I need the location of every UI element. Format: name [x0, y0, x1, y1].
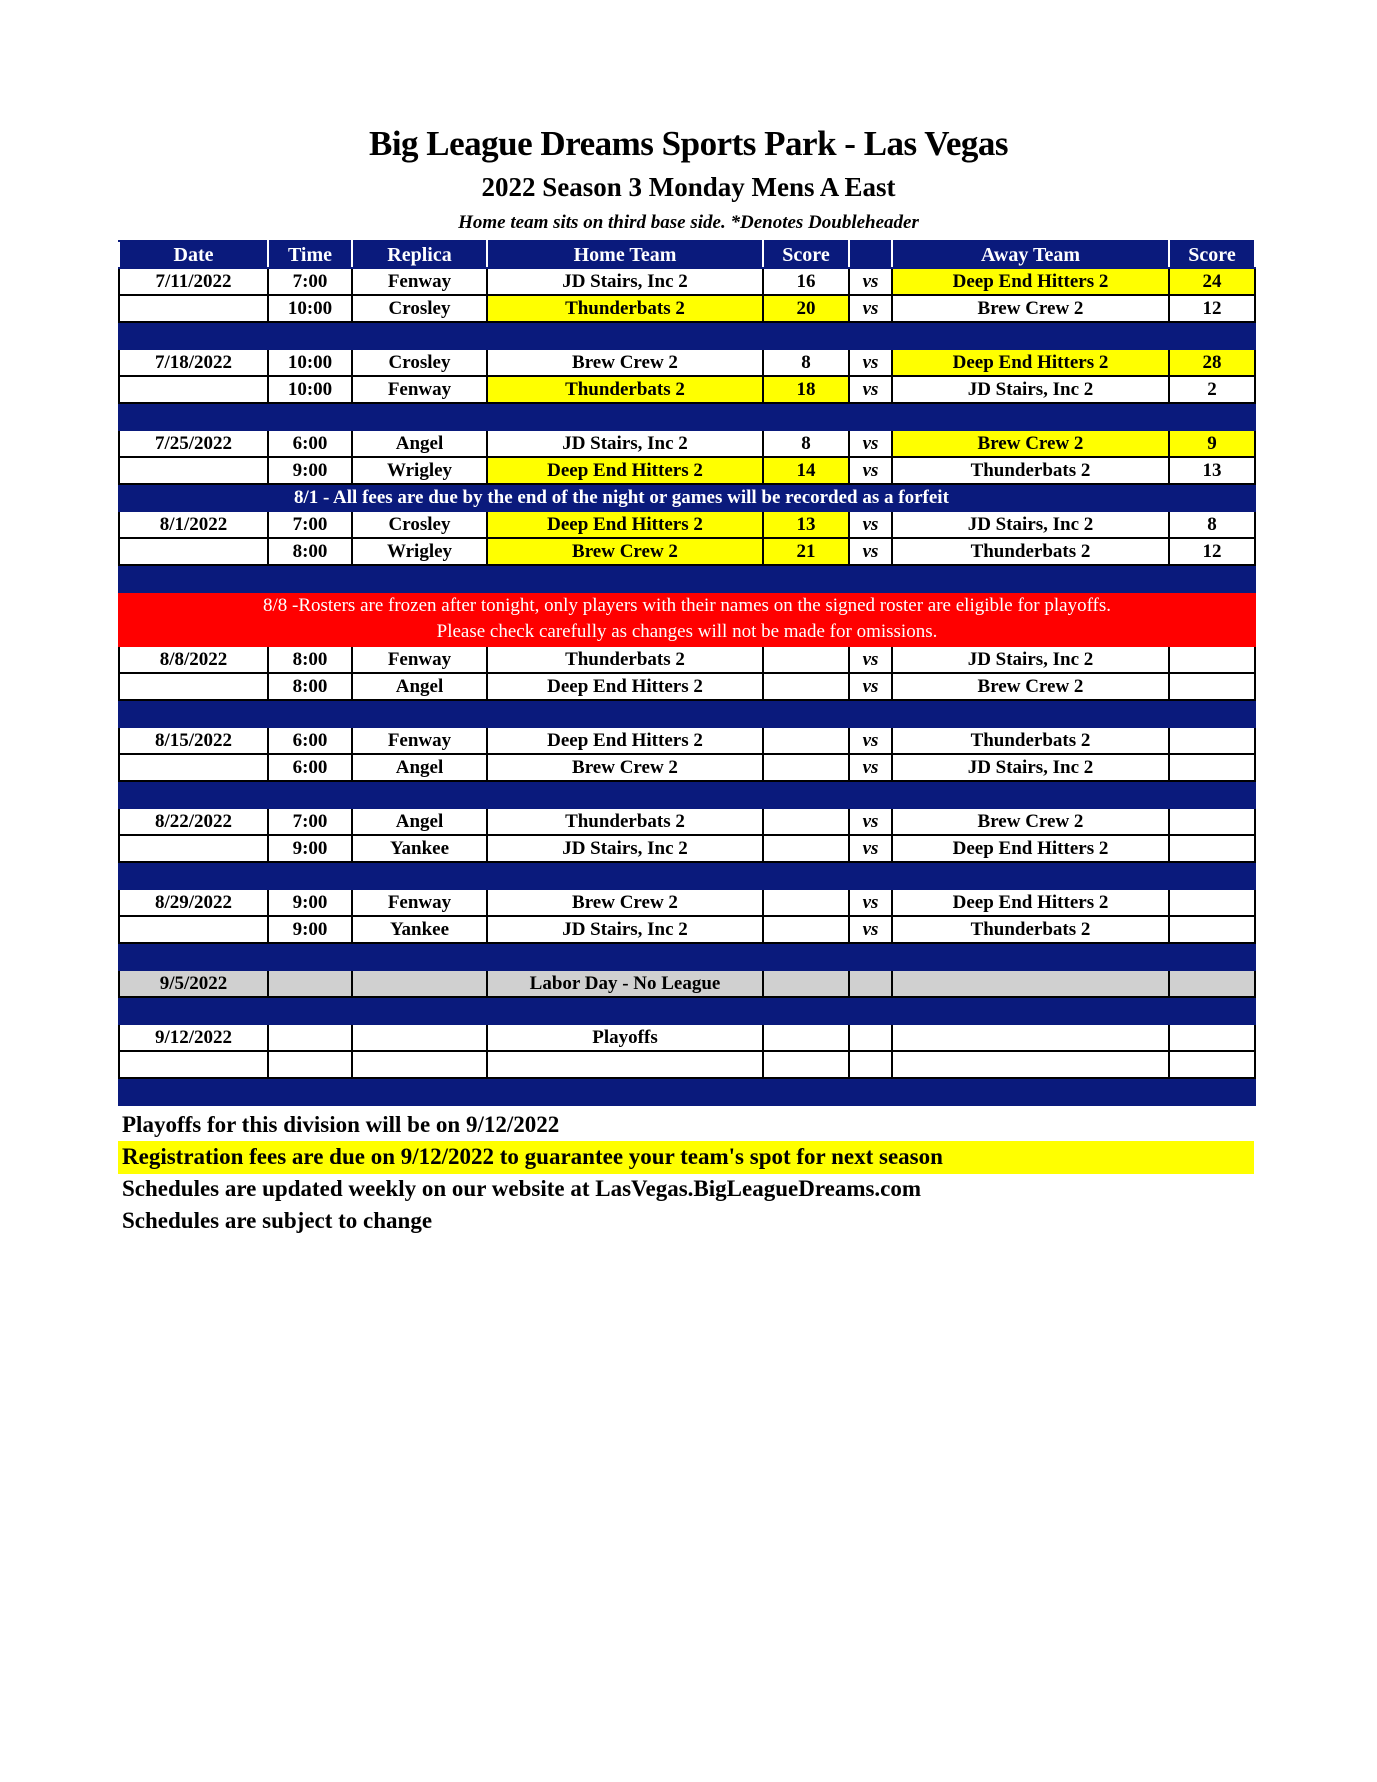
vs-label: vs [849, 430, 892, 457]
footer-change-note: Schedules are subject to change [122, 1208, 433, 1233]
table-row [119, 727, 1255, 754]
away-score: 9 [1169, 430, 1255, 457]
home-team: Deep End Hitters 2 [487, 673, 763, 700]
home-team: Thunderbats 2 [487, 808, 763, 835]
game-time: 9:00 [268, 889, 352, 916]
away-score: 8 [1169, 511, 1255, 538]
vs-label: vs [849, 646, 892, 673]
header-row [119, 241, 1255, 268]
away-score [1169, 808, 1255, 835]
away-score: 12 [1169, 538, 1255, 565]
away-team: Deep End Hitters 2 [892, 268, 1169, 295]
away-team: Deep End Hitters 2 [892, 835, 1169, 862]
game-time: 10:00 [268, 295, 352, 322]
week-separator [119, 943, 1255, 970]
home-score [763, 673, 849, 700]
week-separator [119, 700, 1255, 727]
game-field: Fenway [352, 727, 487, 754]
away-team: Thunderbats 2 [892, 538, 1169, 565]
away-score: 12 [1169, 295, 1255, 322]
table-row [119, 295, 1255, 322]
footer-playoffs-note: Playoffs for this division will be on 9/12/2022 [122, 1112, 560, 1137]
game-time: 7:00 [268, 808, 352, 835]
away-score [1169, 673, 1255, 700]
roster-notice-line-2: Please check carefully as changes will not be made for omissions. [436, 621, 938, 642]
game-time: 7:00 [268, 511, 352, 538]
away-team: Deep End Hitters 2 [892, 349, 1169, 376]
game-field: Crosley [352, 349, 487, 376]
game-date: 7/11/2022 [119, 268, 268, 295]
game-time: 10:00 [268, 349, 352, 376]
game-date [119, 754, 268, 781]
home-team: Deep End Hitters 2 [487, 457, 763, 484]
vs-label: vs [849, 916, 892, 943]
vs-label: vs [849, 808, 892, 835]
game-time: 8:00 [268, 538, 352, 565]
home-score: 14 [763, 457, 849, 484]
away-team: JD Stairs, Inc 2 [892, 754, 1169, 781]
game-date: 8/1/2022 [119, 511, 268, 538]
home-team: JD Stairs, Inc 2 [487, 835, 763, 862]
header-home-score: Score [763, 241, 849, 268]
game-time: 7:00 [268, 268, 352, 295]
away-score [1169, 889, 1255, 916]
away-team: Brew Crew 2 [892, 295, 1169, 322]
header-vs [849, 241, 892, 268]
table-row [119, 889, 1255, 916]
away-team: Deep End Hitters 2 [892, 889, 1169, 916]
home-team: Deep End Hitters 2 [487, 511, 763, 538]
home-team: Thunderbats 2 [487, 376, 763, 403]
page-title: Big League Dreams Sports Park - Las Vegas [368, 124, 1008, 163]
away-team: Brew Crew 2 [892, 808, 1169, 835]
game-field: Angel [352, 754, 487, 781]
schedule-table [118, 240, 1256, 1106]
away-score [1169, 754, 1255, 781]
away-score: 13 [1169, 457, 1255, 484]
game-field: Fenway [352, 646, 487, 673]
home-score [763, 727, 849, 754]
game-time: 9:00 [268, 835, 352, 862]
game-field: Fenway [352, 889, 487, 916]
home-score [763, 808, 849, 835]
vs-label: vs [849, 457, 892, 484]
home-score [763, 646, 849, 673]
home-score [763, 835, 849, 862]
away-team: Brew Crew 2 [892, 673, 1169, 700]
labor-day-row [119, 970, 1255, 997]
home-score [763, 754, 849, 781]
home-score: 20 [763, 295, 849, 322]
away-team: Thunderbats 2 [892, 727, 1169, 754]
roster-notice-row [119, 592, 1255, 646]
home-score: 8 [763, 430, 849, 457]
game-date [119, 295, 268, 322]
vs-label: vs [849, 376, 892, 403]
table-row [119, 673, 1255, 700]
home-team: Thunderbats 2 [487, 295, 763, 322]
table-row [119, 835, 1255, 862]
fees-notice-row [119, 484, 1255, 511]
fees-notice: 8/1 - All fees are due by the end of the night or games will be recorded as a forfeit [268, 484, 1255, 511]
vs-label: vs [849, 268, 892, 295]
table-row [119, 457, 1255, 484]
table-row [119, 916, 1255, 943]
header-date: Date [119, 241, 268, 268]
header-away-score: Score [1169, 241, 1255, 268]
away-score [1169, 646, 1255, 673]
schedule-note: Home team sits on third base side. *Denotes Doubleheader [458, 212, 919, 233]
vs-label: vs [849, 889, 892, 916]
away-team: JD Stairs, Inc 2 [892, 646, 1169, 673]
week-separator [119, 565, 1255, 592]
vs-label: vs [849, 538, 892, 565]
game-field: Crosley [352, 511, 487, 538]
away-team: Thunderbats 2 [892, 457, 1169, 484]
game-date: 8/22/2022 [119, 808, 268, 835]
vs-label: vs [849, 295, 892, 322]
week-separator [119, 781, 1255, 808]
game-field: Crosley [352, 295, 487, 322]
game-date: 8/15/2022 [119, 727, 268, 754]
home-team: Thunderbats 2 [487, 646, 763, 673]
home-team: Brew Crew 2 [487, 754, 763, 781]
vs-label: vs [849, 835, 892, 862]
home-score: 18 [763, 376, 849, 403]
away-team: Thunderbats 2 [892, 916, 1169, 943]
vs-label: vs [849, 727, 892, 754]
home-score: 16 [763, 268, 849, 295]
header-away-team: Away Team [892, 241, 1169, 268]
game-date [119, 457, 268, 484]
game-time: 8:00 [268, 673, 352, 700]
home-score [763, 889, 849, 916]
table-row [119, 430, 1255, 457]
home-team: JD Stairs, Inc 2 [487, 916, 763, 943]
table-row [119, 268, 1255, 295]
footer-registration-note: Registration fees are due on 9/12/2022 to guarantee your team's spot for next season [122, 1144, 943, 1169]
week-separator [119, 1078, 1255, 1105]
game-time: 6:00 [268, 754, 352, 781]
week-separator [119, 322, 1255, 349]
table-row [119, 646, 1255, 673]
home-team: Brew Crew 2 [487, 538, 763, 565]
game-field: Fenway [352, 376, 487, 403]
playoffs-label: Playoffs [487, 1024, 763, 1051]
empty-row [119, 1051, 1255, 1078]
table-row [119, 538, 1255, 565]
roster-notice-line-1: 8/8 -Rosters are frozen after tonight, only players with their names on the signed roster are eligible for playoffs. [262, 595, 1112, 616]
game-date [119, 538, 268, 565]
home-team: Brew Crew 2 [487, 349, 763, 376]
table-row [119, 754, 1255, 781]
game-date: 8/29/2022 [119, 889, 268, 916]
away-score: 28 [1169, 349, 1255, 376]
game-time: 6:00 [268, 727, 352, 754]
table-row [119, 511, 1255, 538]
week-separator [119, 997, 1255, 1024]
game-date [119, 673, 268, 700]
game-time: 10:00 [268, 376, 352, 403]
header-home-team: Home Team [487, 241, 763, 268]
game-date: 7/25/2022 [119, 430, 268, 457]
away-score: 24 [1169, 268, 1255, 295]
game-date: 7/18/2022 [119, 349, 268, 376]
away-score [1169, 916, 1255, 943]
game-date [119, 376, 268, 403]
game-field: Angel [352, 808, 487, 835]
page-subtitle: 2022 Season 3 Monday Mens A East [481, 172, 896, 202]
footer-website-note: Schedules are updated weekly on our website at LasVegas.BigLeagueDreams.com [122, 1176, 922, 1201]
vs-label: vs [849, 511, 892, 538]
game-field: Angel [352, 430, 487, 457]
home-team: JD Stairs, Inc 2 [487, 430, 763, 457]
away-score: 2 [1169, 376, 1255, 403]
away-team: JD Stairs, Inc 2 [892, 376, 1169, 403]
vs-label: vs [849, 754, 892, 781]
game-time: 6:00 [268, 430, 352, 457]
away-team: JD Stairs, Inc 2 [892, 511, 1169, 538]
game-date [119, 835, 268, 862]
home-team: JD Stairs, Inc 2 [487, 268, 763, 295]
game-field: Angel [352, 673, 487, 700]
game-field: Wrigley [352, 538, 487, 565]
vs-label: vs [849, 673, 892, 700]
away-score [1169, 727, 1255, 754]
labor-day-label: Labor Day - No League [487, 970, 763, 997]
game-field: Fenway [352, 268, 487, 295]
table-row [119, 349, 1255, 376]
home-score [763, 916, 849, 943]
week-separator [119, 403, 1255, 430]
home-score: 13 [763, 511, 849, 538]
home-score: 21 [763, 538, 849, 565]
week-separator [119, 862, 1255, 889]
playoffs-date: 9/12/2022 [119, 1024, 268, 1051]
game-field: Yankee [352, 835, 487, 862]
game-date: 8/8/2022 [119, 646, 268, 673]
playoffs-row [119, 1024, 1255, 1051]
away-score [1169, 835, 1255, 862]
game-field: Wrigley [352, 457, 487, 484]
game-date [119, 916, 268, 943]
vs-label: vs [849, 349, 892, 376]
game-time: 9:00 [268, 916, 352, 943]
labor-day-date: 9/5/2022 [119, 970, 268, 997]
home-team: Deep End Hitters 2 [487, 727, 763, 754]
table-row [119, 808, 1255, 835]
away-team: Brew Crew 2 [892, 430, 1169, 457]
header-time: Time [268, 241, 352, 268]
game-time: 9:00 [268, 457, 352, 484]
table-row [119, 376, 1255, 403]
header-replica: Replica [352, 241, 487, 268]
home-score: 8 [763, 349, 849, 376]
home-team: Brew Crew 2 [487, 889, 763, 916]
game-field: Yankee [352, 916, 487, 943]
game-time: 8:00 [268, 646, 352, 673]
